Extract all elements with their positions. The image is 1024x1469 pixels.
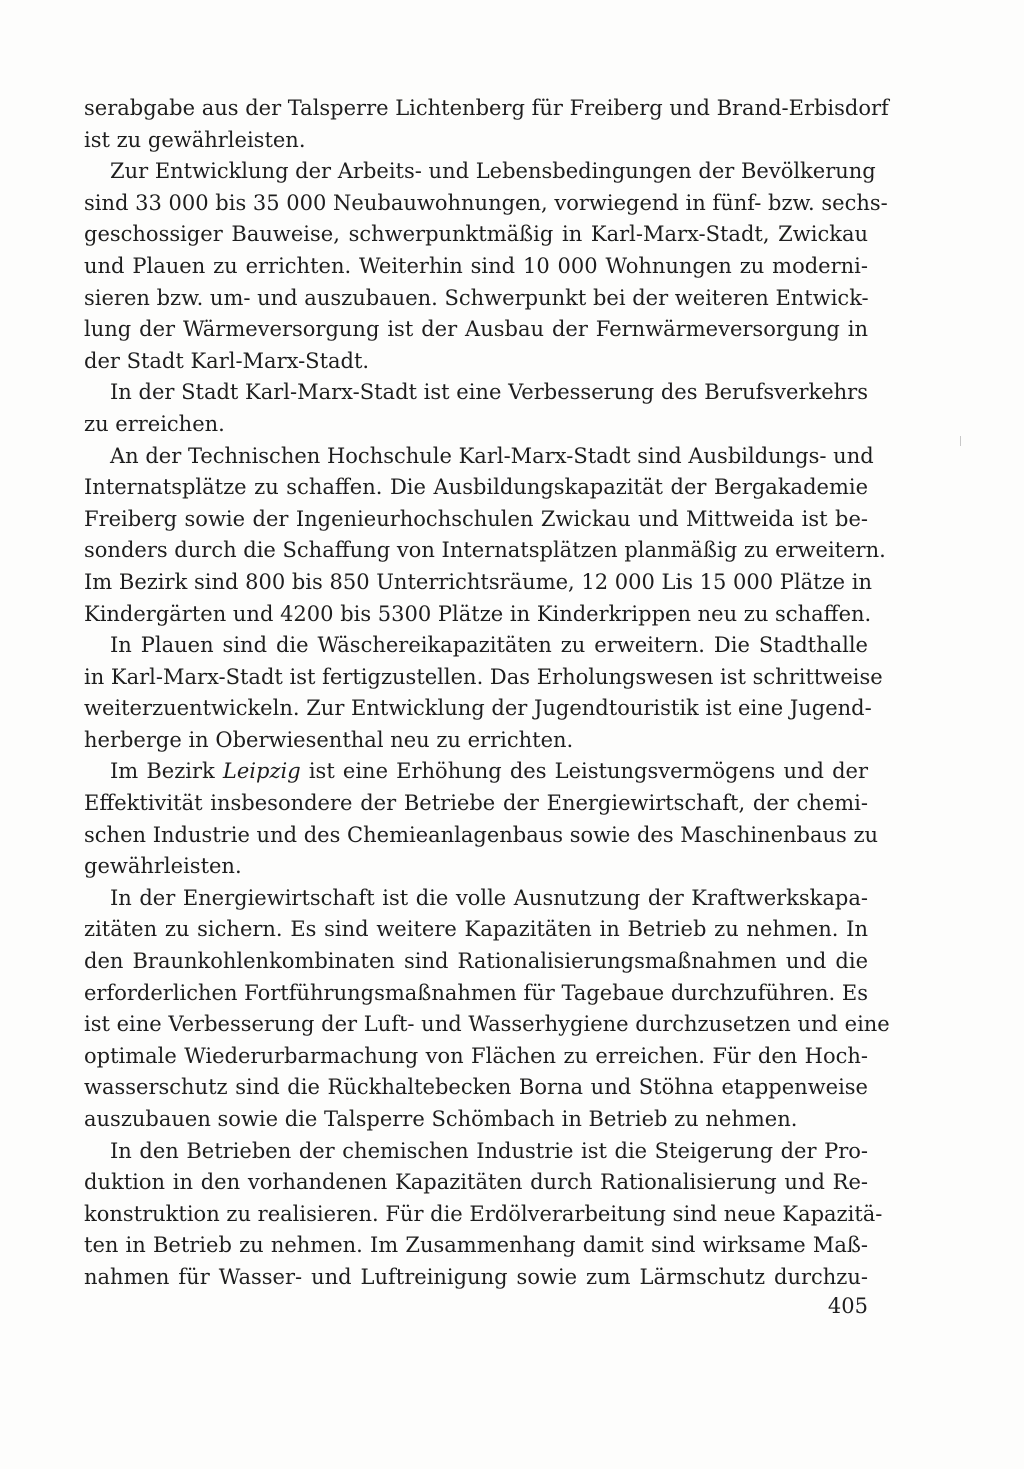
text-line: geschossiger Bauweise, schwerpunktmäßig in Karl-Marx-Stadt, Zwickau — [84, 222, 868, 247]
text-line: der Stadt Karl-Marx-Stadt. — [84, 348, 370, 373]
text-line: ten in Betrieb zu nehmen. Im Zusammenhang damit sind wirksame Maß- — [84, 1233, 868, 1258]
text-line: zitäten zu sichern. Es sind weitere Kapazitäten in Betrieb zu nehmen. In — [84, 917, 868, 942]
page-number: 405 — [827, 1294, 868, 1318]
text-line: In der Stadt Karl-Marx-Stadt ist eine Verbesserung des Berufsverkehrs — [110, 380, 868, 405]
text-line: Kindergärten und 4200 bis 5300 Plätze in Kinderkrippen neu zu schaffen. — [84, 601, 872, 626]
text-line: lung der Wärmeversorgung ist der Ausbau der Fernwärmeversorgung in — [84, 317, 868, 342]
margin-mark — [960, 436, 961, 446]
text-line: sieren bzw. um- und auszubauen. Schwerpunkt bei der weiteren Entwick- — [84, 285, 869, 310]
text-line: ist eine Verbesserung der Luft- und Wasserhygiene durchzusetzen und eine — [84, 1012, 890, 1037]
text-segment: ist eine Erhöhung des Leistungsvermögens und der — [300, 759, 868, 784]
text-line: auszubauen sowie die Talsperre Schömbach in Betrieb zu nehmen. — [84, 1107, 798, 1131]
text-line: sind 33 000 bis 35 000 Neubauwohnungen, vorwiegend in fünf- bzw. sechs- — [84, 190, 888, 215]
text-line: den Braunkohlenkombinaten sind Rationalisierungsmaßnahmen und die — [84, 949, 868, 974]
text-line: An der Technischen Hochschule Karl-Marx-Stadt sind Ausbildungs- und — [110, 443, 874, 468]
text-line: weiterzuentwickeln. Zur Entwicklung der Jugendtouristik ist eine Jugend- — [84, 696, 872, 721]
text-line: serabgabe aus der Talsperre Lichtenberg für Freiberg und Brand-Erbisdorf — [84, 96, 889, 120]
text-line: in Karl-Marx-Stadt ist fertigzustellen. Das Erholungswesen ist schrittweise — [84, 664, 883, 689]
emphasis-leipzig: Leipzig — [222, 759, 301, 784]
text-line: optimale Wiederurbarmachung von Flächen zu erreichen. Für den Hoch- — [84, 1043, 868, 1068]
text-line: In den Betrieben der chemischen Industrie ist die Steigerung der Pro- — [110, 1138, 868, 1163]
text-segment: Im Bezirk — [110, 759, 223, 784]
text-line: konstruktion zu realisieren. Für die Erdölverarbeitung sind neue Kapazitä- — [84, 1201, 883, 1226]
text-line: wasserschutz sind die Rückhaltebecken Borna und Stöhna etappenweise — [84, 1075, 868, 1100]
text-line: Im Bezirk sind 800 bis 850 Unterrichtsräume, 12 000 Lis 15 000 Plätze in — [84, 569, 873, 594]
text-line: Freiberg sowie der Ingenieurhochschulen Zwickau und Mittweida ist be- — [84, 506, 868, 531]
text-line: nahmen für Wasser- und Luftreinigung sowie zum Lärmschutz durchzu- — [84, 1264, 868, 1289]
text-line: herberge in Oberwiesenthal neu zu errichten. — [84, 727, 574, 752]
text-line: schen Industrie und des Chemieanlagenbaus sowie des Maschinenbaus zu — [84, 822, 879, 847]
text-line: Zur Entwicklung der Arbeits- und Lebensbedingungen der Bevölkerung — [110, 159, 876, 184]
text-line: In Plauen sind die Wäschereikapazitäten zu erweitern. Die Stadthalle — [110, 633, 868, 658]
body-text — [84, 93, 890, 1294]
text-line: Internatsplätze zu schaffen. Die Ausbildungskapazität der Bergakademie — [84, 475, 868, 500]
text-line: und Plauen zu errichten. Weiterhin sind 10 000 Wohnungen zu moderni- — [84, 253, 868, 278]
text-line: Effektivität insbesondere der Betriebe der Energiewirtschaft, der chemi- — [84, 791, 868, 816]
text-line — [84, 756, 868, 788]
text-line: duktion in den vorhandenen Kapazitäten durch Rationalisierung und Re- — [84, 1170, 868, 1195]
text-line: erforderlichen Fortführungsmaßnahmen für Tagebaue durchzuführen. Es — [84, 980, 868, 1005]
text-line: zu erreichen. — [84, 411, 225, 436]
text-line: ist zu gewährleisten. — [84, 127, 306, 152]
text-line: gewährleisten. — [84, 854, 242, 879]
text-line: In der Energiewirtschaft ist die volle Ausnutzung der Kraftwerkskapa- — [110, 885, 868, 910]
text-line: sonders durch die Schaffung von Internatsplätzen planmäßig zu erweitern. — [84, 538, 886, 563]
